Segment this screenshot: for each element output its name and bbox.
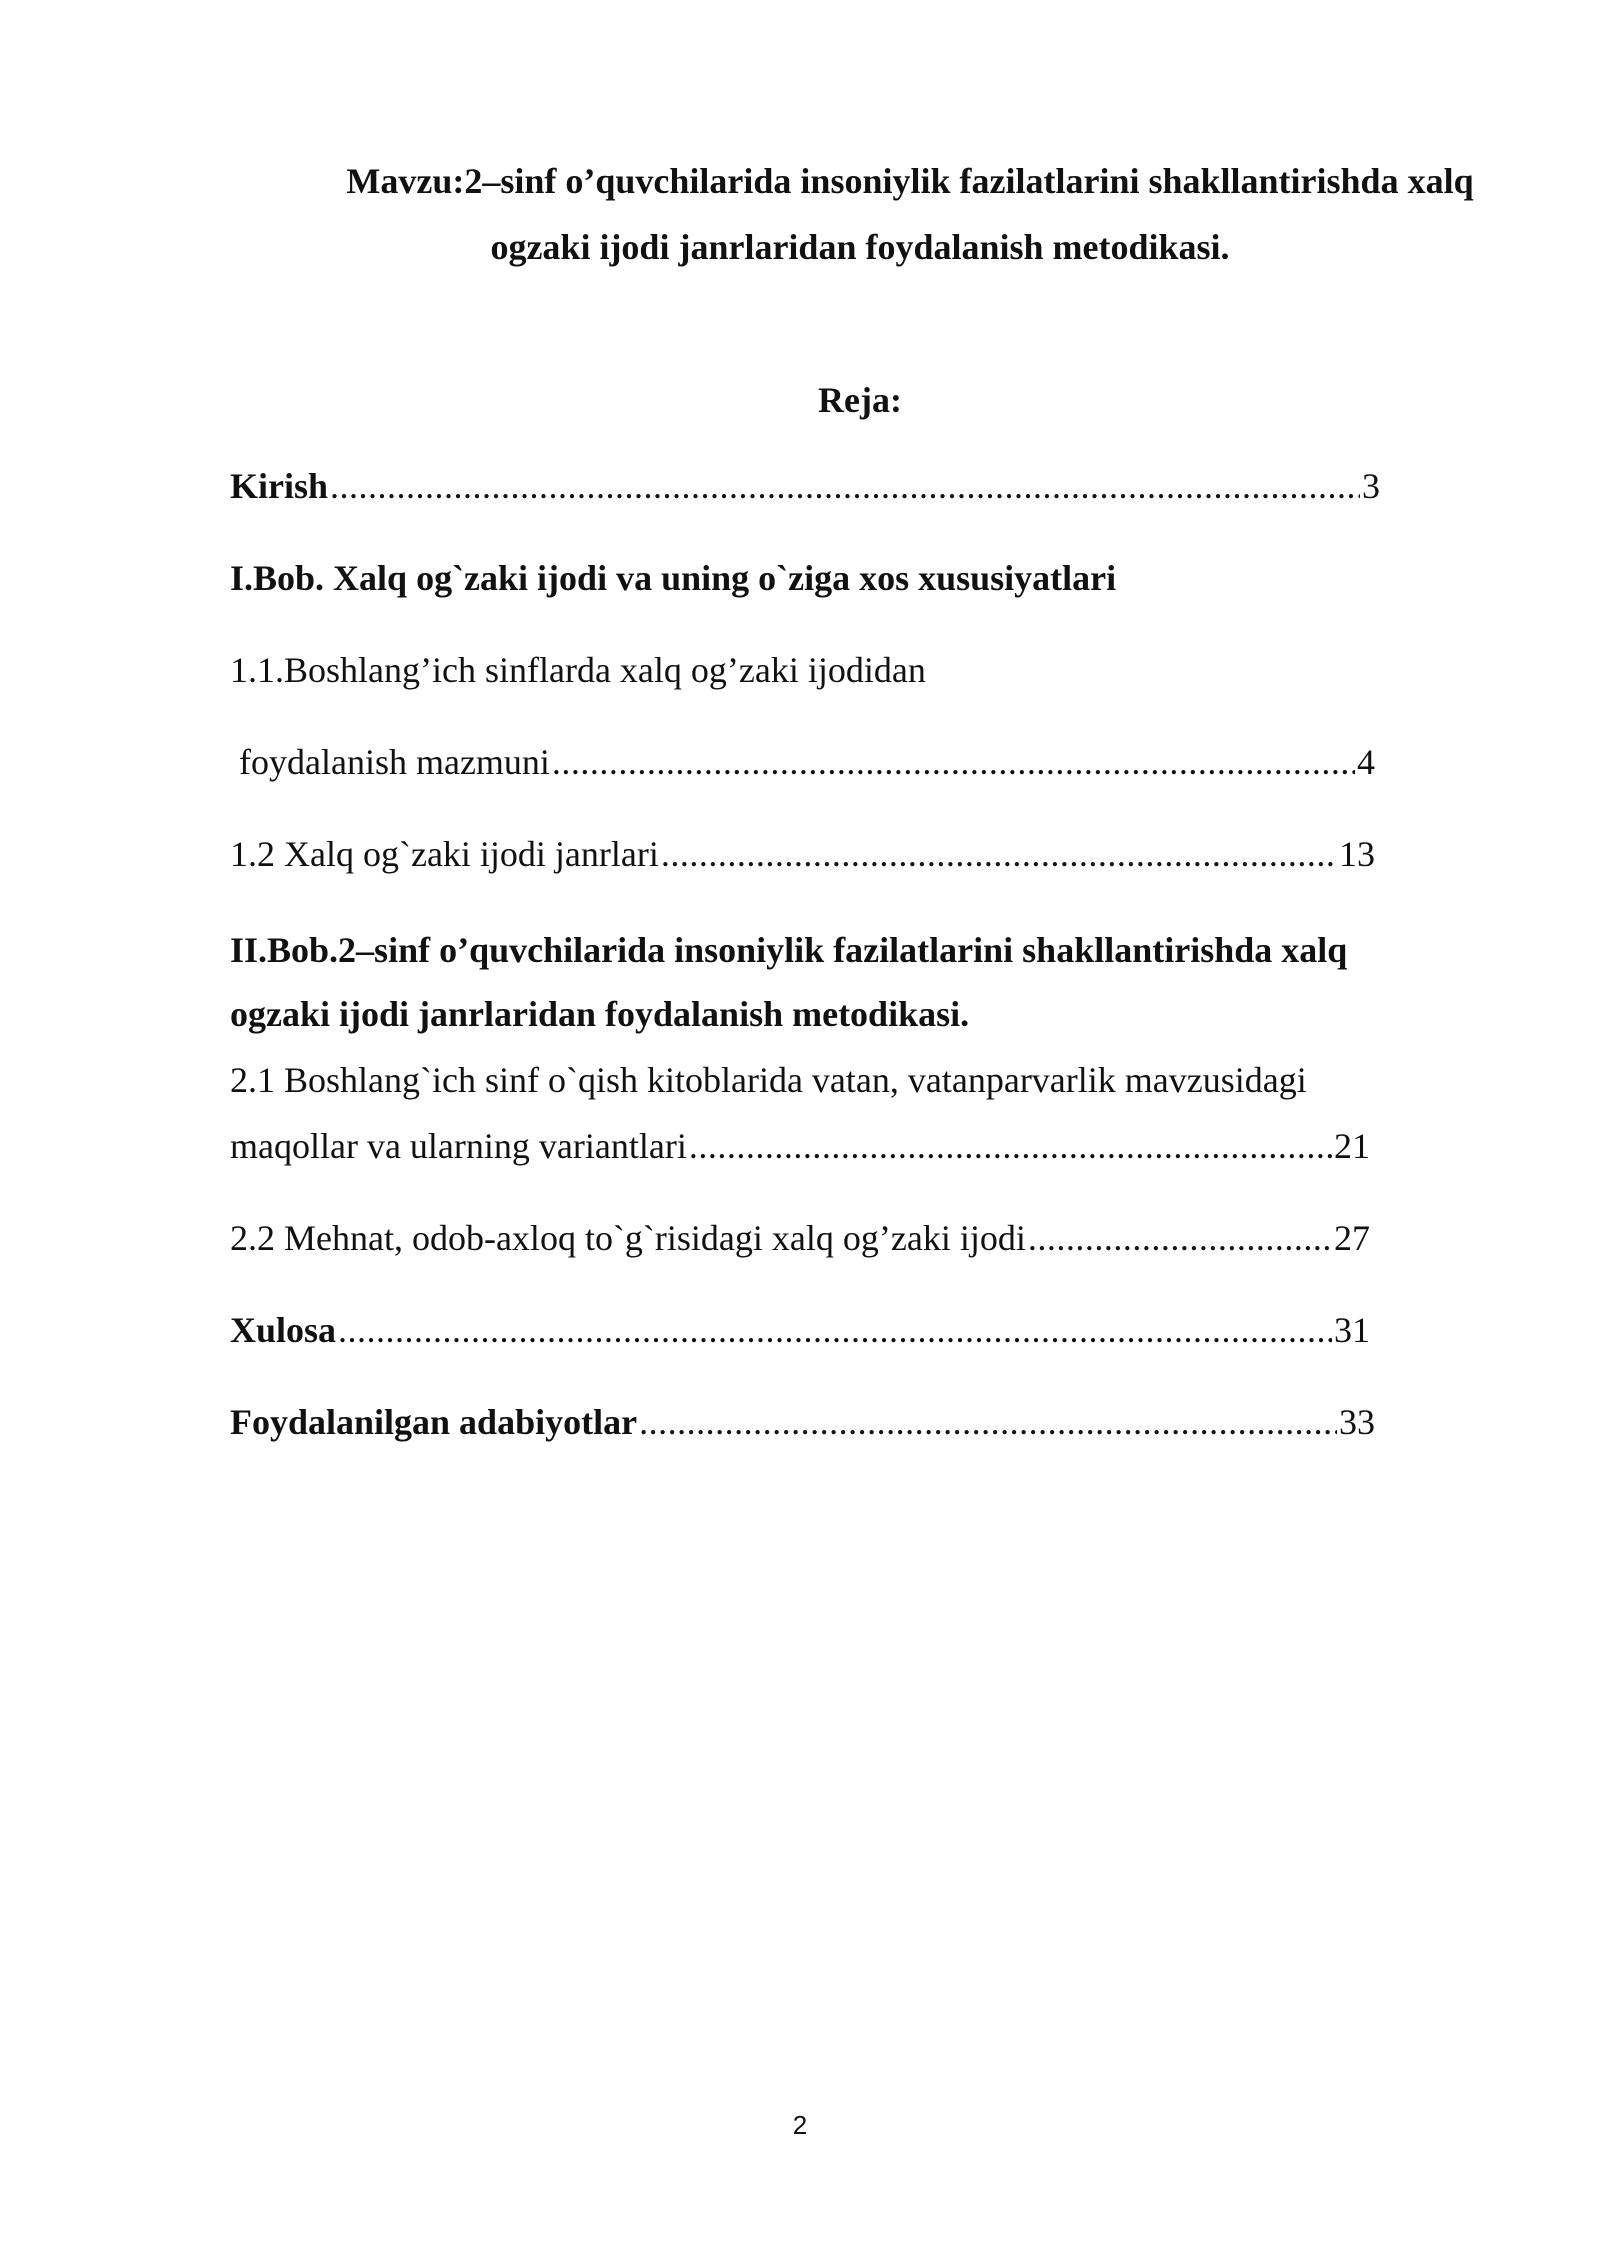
toc-chapter-1: I.Bob. Xalq og`zaki ijodi va uning o`ziga xos xususiyatlari (230, 558, 1117, 598)
toc-chapter-2 (230, 918, 1410, 1046)
toc-entry-label: Foydalanilgan adabiyotlar (230, 1402, 638, 1442)
toc-entry-page: 31 (1334, 1310, 1370, 1350)
toc-entry-kirish (230, 462, 1380, 510)
toc-entry-page: 3 (1362, 466, 1380, 506)
toc-entry-section-2-1 (230, 1122, 1370, 1170)
toc-entry-section-1-2 (230, 830, 1375, 878)
dot-leader (639, 1398, 1337, 1446)
toc-entry-page: 27 (1334, 1218, 1370, 1258)
toc-entry-label: foydalanish mazmuni (230, 742, 550, 782)
dot-leader (689, 1122, 1332, 1170)
toc-entry-page: 33 (1339, 1402, 1375, 1442)
toc-entry-section-2-2 (230, 1214, 1370, 1262)
toc-entry-label: Xulosa (230, 1310, 337, 1350)
toc-chapter-2-line-1: II.Bob.2–sinf o’quvchilarida insoniylik fazilatlarini shakllantirishda xalq (230, 930, 1348, 970)
dot-leader (1028, 1214, 1332, 1262)
dot-leader (338, 1306, 1332, 1354)
toc-entry-xulosa (230, 1306, 1370, 1354)
dot-leader (330, 462, 1360, 510)
toc-entry-page: 4 (1357, 742, 1375, 782)
toc-entry-label: maqollar va ularning variantlari (230, 1126, 687, 1166)
toc-entry-label: Kirish (230, 466, 329, 506)
title-line-2: ogzaki ijodi janrlaridan foydalanish metodikasi. (490, 227, 1230, 267)
toc-section-1-1-line-1: 1.1.Boshlang’ich sinflarda xalq og’zaki ijodidan (230, 650, 926, 690)
dot-leader (552, 738, 1355, 786)
toc-entry-adabiyotlar (230, 1398, 1375, 1446)
toc-entry-label: 1.2 Xalq og`zaki ijodi janrlari (230, 834, 659, 874)
toc-section-2-1-line-1: 2.1 Boshlang`ich sinf o`qish kitoblarida vatan, vatanparvarlik mavzusidagi (230, 1060, 1307, 1100)
toc-entry-label: 2.2 Mehnat, odob-axloq to`g`risidagi xalq og’zaki ijodi (230, 1218, 1026, 1258)
toc-chapter-2-line-2: ogzaki ijodi janrlaridan foydalanish metodikasi. (230, 994, 970, 1034)
document-title (230, 148, 1490, 280)
dot-leader (661, 830, 1337, 878)
toc-entry-page: 21 (1334, 1126, 1370, 1166)
toc-entry-page: 13 (1339, 834, 1375, 874)
title-line-1: Mavzu:2–sinf o’quvchilarida insoniylik fazilatlarini shakllantirishda xalq (346, 161, 1474, 201)
toc-entry-section-1-1 (230, 738, 1375, 786)
page-number: 2 (792, 2110, 808, 2140)
plan-heading: Reja: (818, 380, 902, 420)
